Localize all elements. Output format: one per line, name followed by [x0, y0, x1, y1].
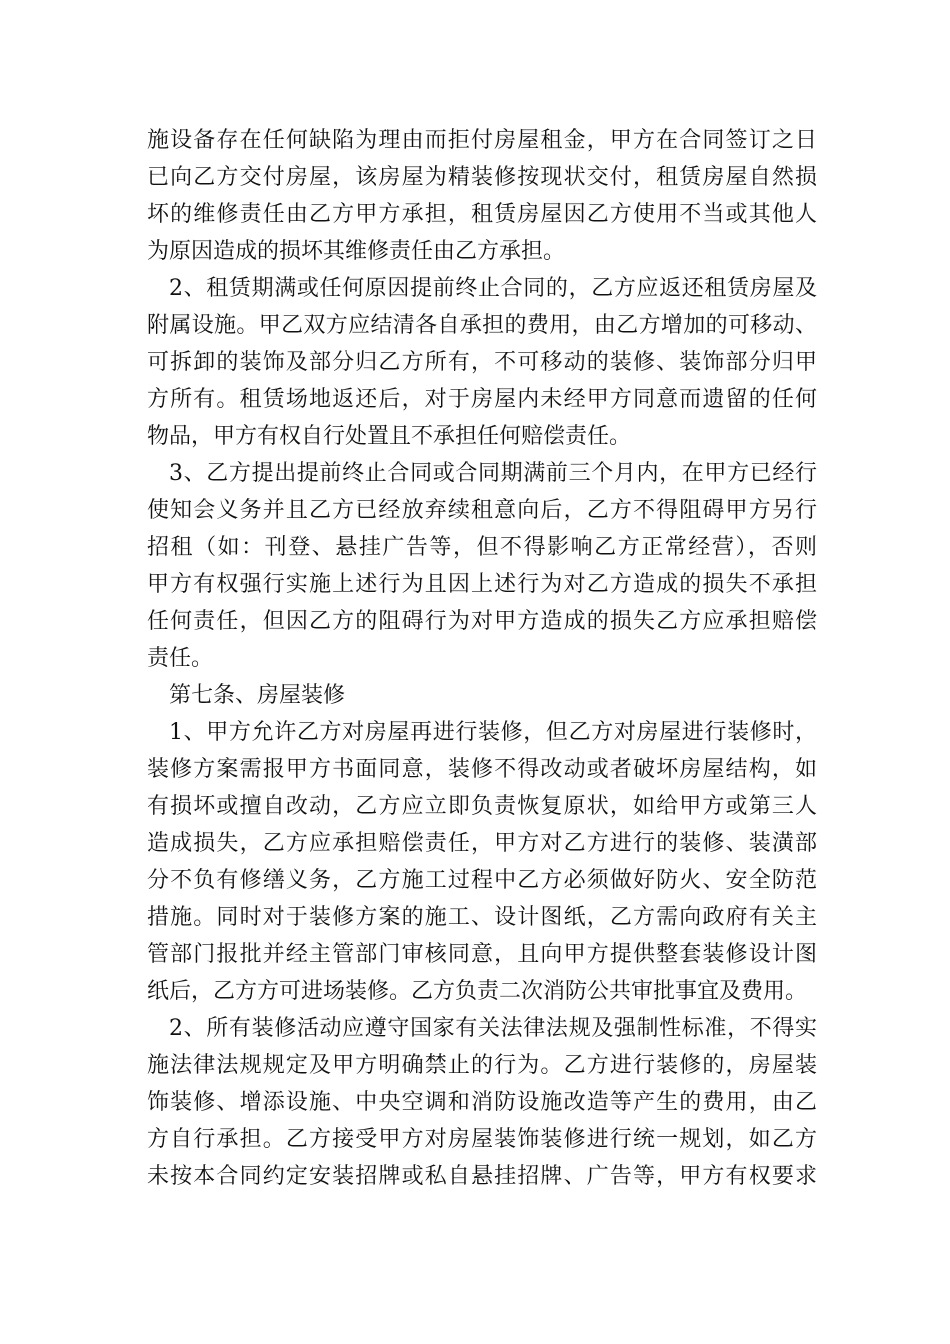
- contract-text-body: [147, 122, 817, 1195]
- text-line: 物品，甲方有权自行处置且不承担任何赔偿责任。: [147, 424, 632, 449]
- text-line: 可拆卸的装饰及部分归乙方所有，不可移动的装修、装饰部分归甲: [147, 350, 817, 375]
- text-line: 1、甲方允许乙方对房屋再进行装修，但乙方对房屋进行装修时，: [169, 720, 817, 745]
- text-line: 任何责任，但因乙方的阻碍行为对甲方造成的损失乙方应承担赔偿: [147, 609, 817, 634]
- text-line: 装修方案需报甲方书面同意，装修不得改动或者破坏房屋结构，如: [147, 757, 817, 782]
- text-line: 管部门报批并经主管部门审核同意，且向甲方提供整套装修设计图: [147, 942, 817, 967]
- text-line: 措施。同时对于装修方案的施工、设计图纸，乙方需向政府有关主: [147, 905, 817, 930]
- text-line: 招租（如：刊登、悬挂广告等，但不得影响乙方正常经营），否则: [147, 535, 817, 560]
- text-line: 方自行承担。乙方接受甲方对房屋装饰装修进行统一规划，如乙方: [147, 1127, 817, 1152]
- text-line: 2、所有装修活动应遵守国家有关法律法规及强制性标准，不得实: [169, 1016, 817, 1041]
- text-line: 有损坏或擅自改动，乙方应立即负责恢复原状，如给甲方或第三人: [147, 794, 817, 819]
- text-line: 使知会义务并且乙方已经放弃续租意向后，乙方不得阻碍甲方另行: [147, 498, 817, 523]
- text-line: 施法律法规规定及甲方明确禁止的行为。乙方进行装修的，房屋装: [147, 1053, 817, 1078]
- text-line: 附属设施。甲乙双方应结清各自承担的费用，由乙方增加的可移动、: [147, 313, 817, 338]
- text-line: 2、租赁期满或任何原因提前终止合同的，乙方应返还租赁房屋及: [169, 276, 817, 301]
- text-line: 饰装修、增添设施、中央空调和消防设施改造等产生的费用，由乙: [147, 1090, 817, 1115]
- text-line: 甲方有权强行实施上述行为且因上述行为对乙方造成的损失不承担: [147, 572, 817, 597]
- text-line: 3、乙方提出提前终止合同或合同期满前三个月内，在甲方已经行: [169, 461, 817, 486]
- text-line: 方所有。租赁场地返还后，对于房屋内未经甲方同意而遗留的任何: [147, 387, 817, 412]
- text-line: 已向乙方交付房屋，该房屋为精装修按现状交付，租赁房屋自然损: [147, 165, 817, 190]
- text-line: 施设备存在任何缺陷为理由而拒付房屋租金，甲方在合同签订之日: [147, 128, 817, 153]
- text-line: 纸后，乙方方可进场装修。乙方负责二次消防公共审批事宜及费用。: [147, 979, 808, 1004]
- text-line: 责任。: [147, 646, 214, 671]
- text-line: 造成损失，乙方应承担赔偿责任，甲方对乙方进行的装修、装潢部: [147, 831, 817, 856]
- text-line: 坏的维修责任由乙方甲方承担，租赁房屋因乙方使用不当或其他人: [147, 202, 817, 227]
- text-line: 为原因造成的损坏其维修责任由乙方承担。: [147, 239, 566, 264]
- text-line: 分不负有修缮义务，乙方施工过程中乙方必须做好防火、安全防范: [147, 868, 817, 893]
- text-line: 第七条、房屋装修: [169, 683, 346, 708]
- text-line: 未按本合同约定安装招牌或私自悬挂招牌、广告等，甲方有权要求: [147, 1164, 817, 1189]
